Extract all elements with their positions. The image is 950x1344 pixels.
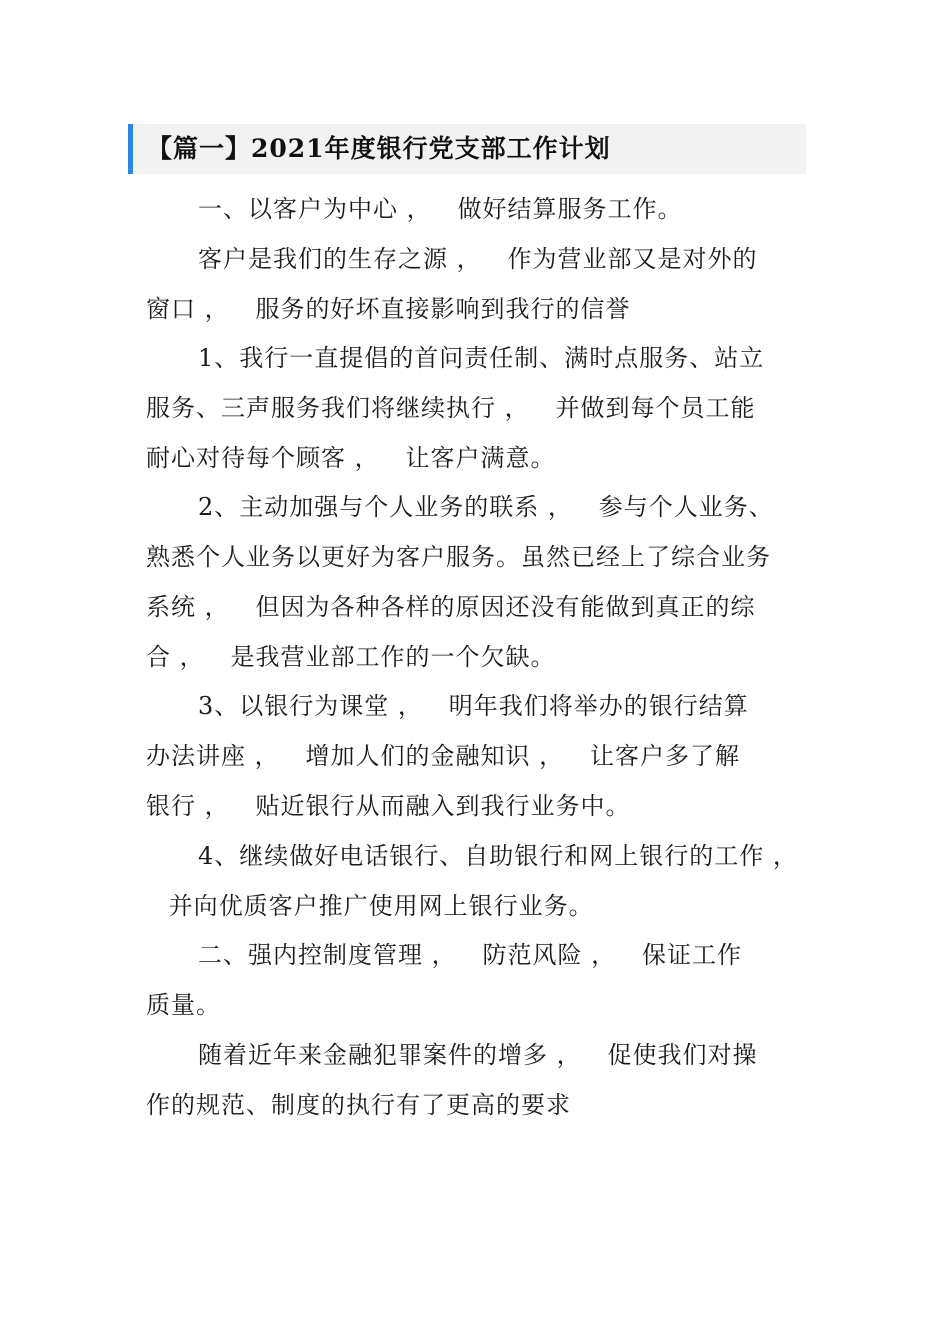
paragraph-line: 耐心对待每个顾客 ， 让客户满意。 bbox=[146, 444, 556, 472]
paragraph-line: 1、我行一直提倡的首问责任制、满时点服务、站立 bbox=[198, 344, 765, 372]
paragraph-line: 2、主动加强与个人业务的联系 ， 参与个人业务、 bbox=[198, 493, 774, 521]
paragraph-line: 服务、三声服务我们将继续执行 ， 并做到每个员工能 bbox=[146, 394, 756, 422]
paragraph-line: 熟悉个人业务以更好为客户服务。虽然已经上了综合业务 bbox=[146, 543, 771, 571]
paragraph-line: 系统 ， 但因为各种各样的原因还没有能做到真正的综 bbox=[146, 593, 756, 621]
paragraph-line: 二、强内控制度管理 ， 防范风险 ， 保证工作 bbox=[198, 941, 743, 969]
section-title: 【篇一】2021年度银行党支部工作计划 bbox=[147, 134, 611, 163]
paragraph-line: 办法讲座 ， 增加人们的金融知识 ， 让客户多了解 bbox=[146, 742, 741, 770]
paragraph-line: 随着近年来金融犯罪案件的增多 ， 促使我们对操 bbox=[198, 1041, 758, 1069]
paragraph-line: 窗口 ， 服务的好坏直接影响到我行的信誉 bbox=[146, 295, 631, 323]
paragraph-line: 质量。 bbox=[146, 991, 221, 1019]
paragraph-line: 3、以银行为课堂 ， 明年我们将举办的银行结算 bbox=[198, 692, 749, 720]
paragraph-line: 银行 ， 贴近银行从而融入到我行业务中。 bbox=[146, 792, 631, 820]
paragraph-line: 合 ， 是我营业部工作的一个欠缺。 bbox=[146, 643, 556, 671]
paragraph-line: 作的规范、制度的执行有了更高的要求 bbox=[146, 1091, 571, 1119]
paragraph-line: 4、继续做好电话银行、自助银行和网上银行的工作 ， bbox=[198, 842, 798, 870]
paragraph-line: 客户是我们的生存之源 ， 作为营业部又是对外的 bbox=[198, 245, 758, 273]
paragraph-line: 一、以客户为中心 ， 做好结算服务工作。 bbox=[198, 195, 683, 223]
paragraph-line: 并向优质客户推广使用网上银行业务。 bbox=[160, 892, 594, 920]
section-title-bar bbox=[128, 124, 806, 174]
